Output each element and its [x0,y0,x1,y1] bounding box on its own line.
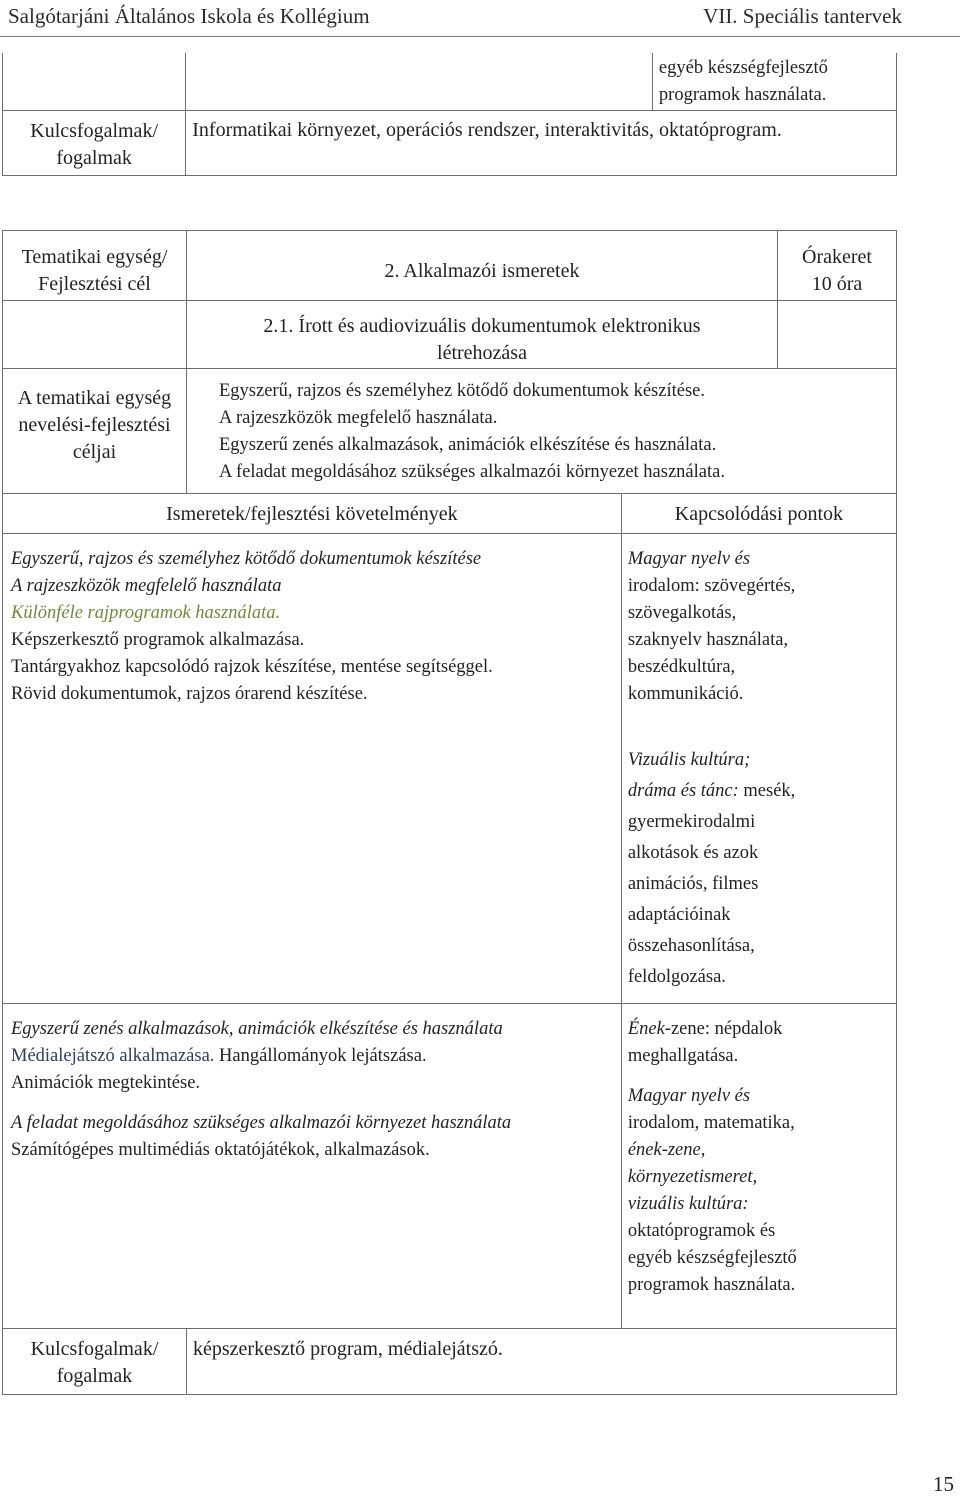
requirement-line: Különféle rajprogramok használata. [11,603,281,623]
requirement-line: A rajzeszközök megfelelő használata [11,576,282,596]
empty-cell [3,53,186,110]
unit-label-line: Tematikai egység/ [21,246,168,268]
connection-line: beszédkultúra, [627,657,736,677]
subunit-title-line: 2.1. Írott és audiovizuális dokumentumok elektronikus [263,315,701,337]
header-school: Salgótarjáni Általános Iskola és Kollégium [8,4,370,28]
goals-label-line: céljai [72,441,117,463]
connection-line [628,1016,896,1043]
col-requirements-header: Ismeretek/fejlesztési követelmények [3,494,622,534]
keywords-label-line: fogalmak [56,1365,133,1387]
connections-block-3-4 [621,1004,896,1329]
connections-block-1 [628,546,896,708]
keywords-label-line: Kulcsfogalmak/ [30,1338,159,1360]
hours-label: Órakeret [802,246,872,268]
requirement-line: Egyszerű zenés alkalmazások, animációk elkészítése és használata [11,1019,503,1039]
requirement-blue: Médialejátszó alkalmazása. [11,1046,215,1066]
connection-line: környezetismeret, [627,1167,758,1187]
keywords-label-line: fogalmak [56,146,132,169]
goals-label-line: A tematikai egység [17,387,172,409]
hours-value: 10 óra [811,273,863,295]
unit-title: 2. Alkalmazói ismeretek [187,231,778,301]
prev-connections-line: programok használata. [658,85,827,105]
requirement-line: Rövid dokumentumok, rajzos órarend készítése. [11,684,368,704]
requirement-line: Képszerkesztő programok alkalmazása. [11,630,305,650]
unit-table [2,230,897,1395]
connection-rest: mesék, [738,781,796,801]
connections-block-1-2 [621,534,896,1004]
goals-label [3,369,187,494]
prev-connections-line: egyéb készségfejlesztő [658,58,828,78]
keywords-text: Informatikai környezet, operációs rendszer, interaktivitás, oktatóprogram. [186,110,897,175]
empty-cell [3,301,187,369]
connection-line [628,776,896,807]
connection-line: meghallgatása. [627,1046,739,1066]
connection-line: gyermekirodalmi [627,812,756,832]
connection-line: adaptációinak [627,905,731,925]
connection-line: szövegalkotás, [627,603,737,623]
requirement-line: A feladat megoldásához szükséges alkalmazói környezet használata [11,1113,512,1133]
page-number: 15 [933,1472,954,1496]
connection-line: feldolgozása. [627,967,726,987]
goal-item: Egyszerű, rajzos és személyhez kötődő dokumentumok készítése. [219,381,705,401]
connection-line: Magyar nyelv és [627,1086,751,1106]
connection-line: programok használata. [627,1275,796,1295]
keywords-label [3,1329,187,1395]
empty-cell [778,301,897,369]
connection-line: oktatóprogramok és [627,1221,776,1241]
connection-line: kommunikáció. [627,684,744,704]
requirement-rest: Hangállományok lejátszása. [214,1046,427,1066]
keywords-label-line: Kulcsfogalmak/ [30,119,158,142]
connection-rest: -zene: népdalok [664,1019,783,1039]
unit-label [3,231,187,301]
keywords-label [3,110,186,175]
connection-line: egyéb készségfejlesztő [627,1248,797,1268]
connection-line: animációs, filmes [627,874,759,894]
connection-italic: Ének [627,1019,665,1039]
header-rule [0,36,960,37]
connections-block-2 [628,745,896,993]
goal-item: A rajzeszközök megfelelő használata. [219,408,498,428]
requirement-line: Tantárgyakhoz kapcsolódó rajzok készítése, mentése segítséggel. [11,657,493,677]
connection-line: szaknyelv használata, [627,630,789,650]
requirement-line: Egyszerű, rajzos és személyhez kötődő dokumentumok készítése [11,549,482,569]
goal-item: Egyszerű zenés alkalmazások, animációk elkészítése és használata. [219,435,717,455]
connection-line: összehasonlítása, [627,936,755,956]
header-section: VII. Speciális tantervek [703,4,902,28]
subunit-title [187,301,778,369]
connection-line: Magyar nyelv és [627,549,751,569]
col-connections-header: Kapcsolódási pontok [621,494,896,534]
requirements-block-2 [3,1004,622,1329]
connection-line: irodalom: szövegértés, [627,576,796,596]
connection-line: alkotások és azok [627,843,759,863]
goal-item: A feladat megoldásához szükséges alkalmazói környezet használata. [219,462,725,482]
subunit-title-line: létrehozása [437,342,527,364]
unit-label-line: Fejlesztési cél [38,273,151,295]
requirement-line: Számítógépes multimédiás oktatójátékok, alkalmazások. [11,1140,430,1160]
prev-connections-cell [652,53,896,110]
connection-line: vizuális kultúra: [627,1194,749,1214]
connection-italic: dráma és tánc: [627,781,739,801]
empty-cell [186,53,653,110]
requirement-line [11,1043,621,1070]
goals-label-line: nevelési-fejlesztési [18,414,171,436]
connection-line: Vizuális kultúra; [627,750,751,770]
connection-line: irodalom, matematika, [627,1113,795,1133]
requirements-block-1 [3,534,622,1004]
goals-list [187,369,897,494]
requirement-line: Animációk megtekintése. [11,1073,201,1093]
connection-line: ének-zene, [627,1140,706,1160]
keywords-text: képszerkesztő program, médialejátszó. [187,1329,897,1395]
hours-cell [778,231,897,301]
top-table [2,53,897,176]
